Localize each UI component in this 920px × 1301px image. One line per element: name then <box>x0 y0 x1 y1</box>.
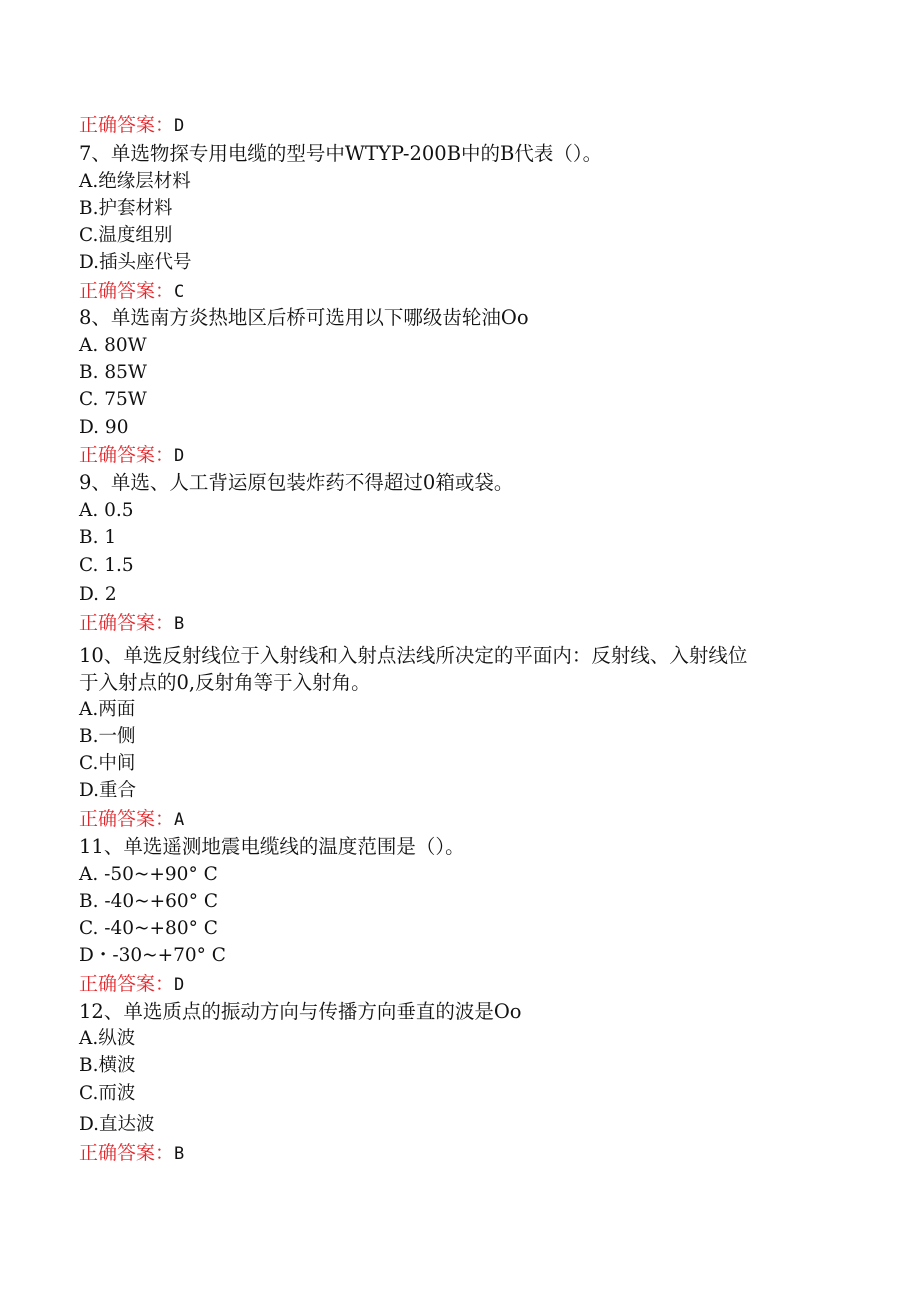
option-d: D.插头座代号 <box>79 252 192 273</box>
question-stem: 11、单选遥测地震电缆线的温度范围是（）。 <box>79 835 465 858</box>
answer-line <box>79 972 184 997</box>
option-b: B. 85W <box>79 362 147 383</box>
answer-line <box>79 807 184 832</box>
answer-line <box>79 113 184 138</box>
option-c: C.温度组别 <box>79 225 173 246</box>
option-c: C.中间 <box>79 753 136 774</box>
answer-value: C <box>174 282 185 302</box>
question-stem: 10、单选反射线位于入射线和入射点法线所决定的平面内：反射线、入射线位 <box>79 644 748 667</box>
option-d: D.直达波 <box>79 1114 155 1135</box>
answer-label: 正确答案： <box>79 808 175 830</box>
option-a: A.纵波 <box>79 1028 136 1049</box>
answer-line <box>79 279 184 304</box>
answer-label: 正确答案： <box>79 280 175 302</box>
option-b: B.一侧 <box>79 726 136 747</box>
option-b: B.横波 <box>79 1055 136 1076</box>
option-b: B. -40~+60° C <box>79 891 218 912</box>
option-d: D. 90 <box>79 417 129 438</box>
question-stem: 8、单选南方炎热地区后桥可选用以下哪级齿轮油Oo <box>79 306 529 329</box>
option-c: C. -40~+80° C <box>79 918 218 939</box>
option-c: C. 75W <box>79 389 147 410</box>
option-b: B.护套材料 <box>79 198 173 219</box>
option-c: C.而波 <box>79 1083 136 1104</box>
answer-line <box>79 611 184 636</box>
option-d: D・-30~+70° C <box>79 945 226 966</box>
answer-value: A <box>174 810 185 830</box>
question-stem: 9、单选、人工背运原包装炸药不得超过0箱或袋。 <box>79 471 514 494</box>
question-stem: 12、单选质点的振动方向与传播方向垂直的波是Oo <box>79 1000 522 1023</box>
option-c: C. 1.5 <box>79 555 134 576</box>
question-stem: 7、单选物探专用电缆的型号中WTYP-200B中的B代表（）。 <box>79 142 603 165</box>
question-stem-continued: 于入射点的0,反射角等于入射角。 <box>79 671 371 694</box>
option-a: A. -50~+90° C <box>79 864 218 885</box>
option-a: A.绝缘层材料 <box>79 171 191 192</box>
answer-line <box>79 443 184 468</box>
option-a: A. 0.5 <box>79 500 134 521</box>
answer-value: D <box>174 975 185 995</box>
answer-label: 正确答案： <box>79 612 175 634</box>
answer-value: D <box>174 116 185 136</box>
option-a: A. 80W <box>79 335 147 356</box>
option-a: A.两面 <box>79 699 136 720</box>
answer-value: D <box>174 446 185 466</box>
answer-label: 正确答案： <box>79 114 175 136</box>
answer-label: 正确答案： <box>79 1142 175 1164</box>
option-b: B. 1 <box>79 527 117 548</box>
answer-label: 正确答案： <box>79 444 175 466</box>
answer-value: B <box>174 1144 185 1164</box>
answer-line <box>79 1141 184 1166</box>
option-d: D. 2 <box>79 584 117 605</box>
answer-value: B <box>174 614 185 634</box>
answer-label: 正确答案： <box>79 973 175 995</box>
option-d: D.重合 <box>79 780 137 801</box>
